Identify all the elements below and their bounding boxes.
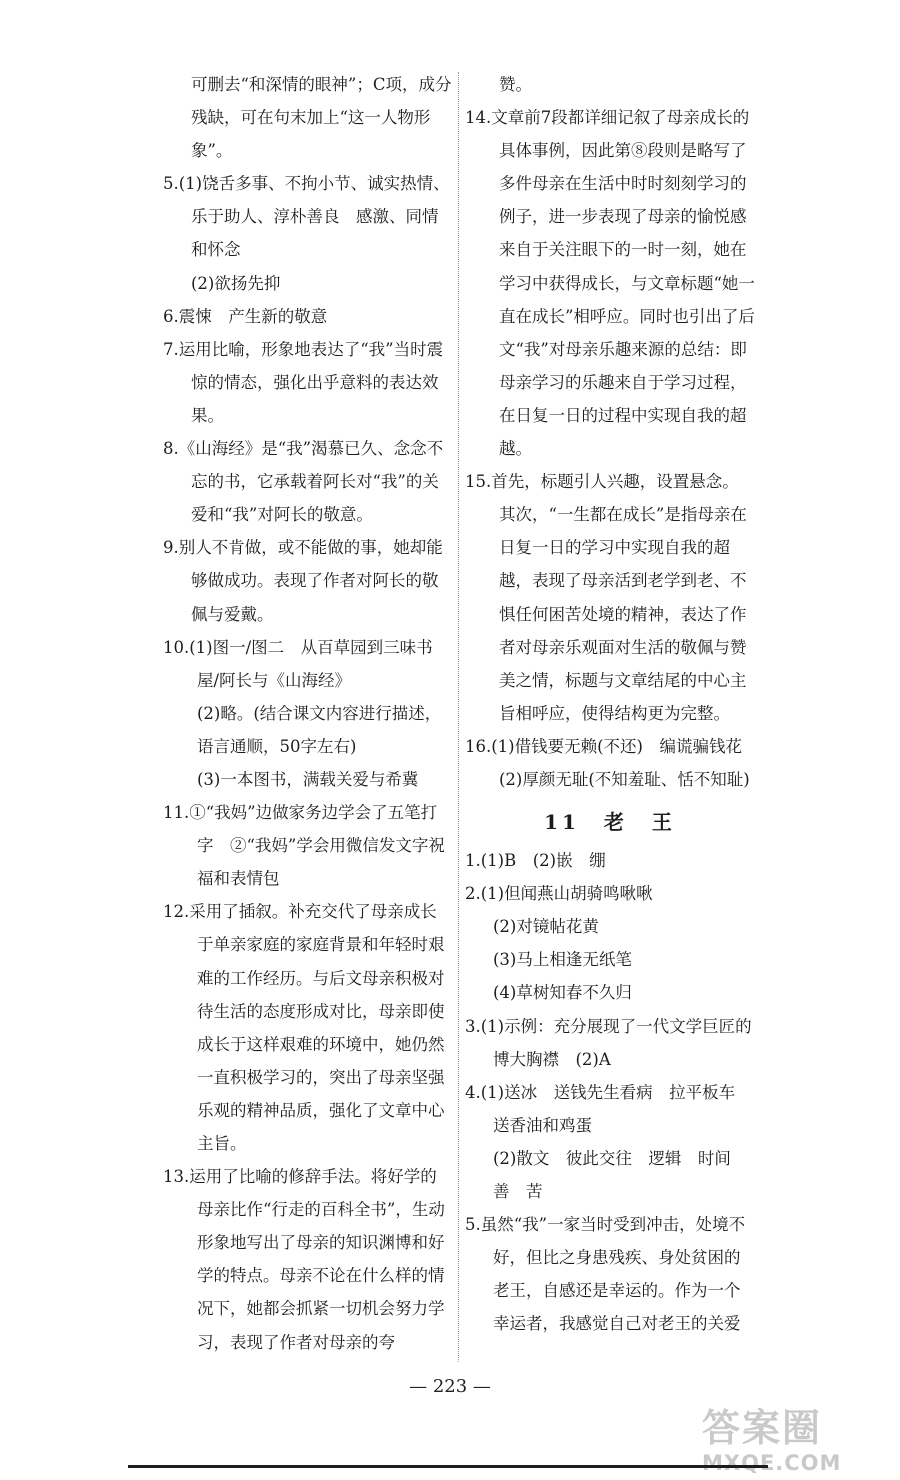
answer-paragraph: 5.虽然“我”一家当时受到冲击，处境不好，但比之身患残疾、身处贫困的老王，自感还是幸运的。作为一个幸运者，我感觉自己对老王的关爱 — [465, 1215, 746, 1334]
answer-paragraph: 15.首先，标题引人兴趣，设置悬念。其次，“一生都在成长”是指母亲在日复一日的学习中实现自我的超越，表现了母亲活到老学到老、不惧任何困苦处境的精神，表达了作者对母亲乐观面对生活的敬佩与赞美之情，标题与文章结尾的中心主旨相呼应，使得结构更为完整。 — [465, 472, 747, 723]
answer-paragraph: 1.(1)B (2)嵌 绷 — [465, 851, 606, 871]
answer-paragraph: 9.别人不肯做，或不能做的事，她却能够做成功。表现了作者对阿长的敬佩与爱戴。 — [163, 538, 443, 624]
answer-paragraph: 14.文章前7段都详细记叙了母亲成长的具体事例，因此第⑧段则是略写了多件母亲在生活中时时刻刻学习的例子，进一步表现了母亲的愉悦感来自于关注眼下的一时一刻，她在学习中获得成长，与文章标题“她一直在成长”相呼应。同时也引出了后文“我”对母亲乐趣来源的总结：即母亲学习的乐趣来自于学习过程，在日复一日的过程中实现自我的超越。 — [465, 108, 755, 459]
bottom-rule — [128, 1465, 768, 1468]
answer-paragraph: 赞。 — [499, 75, 532, 94]
answer-paragraph: 3.(1)示例：充分展现了一代文学巨匠的博大胸襟 (2)A — [465, 1016, 752, 1069]
right-column — [465, 68, 759, 1340]
left-column — [163, 68, 453, 1359]
answer-paragraph: 11.①“我妈”边做家务边学会了五笔打字 ②“我妈”学会用微信发文字祝福和表情包 — [163, 803, 445, 889]
answer-paragraph: 13.运用了比喻的修辞手法。将好学的母亲比作“行走的百科全书”，生动形象地写出了母亲的知识渊博和好学的特点。母亲不论在什么样的情况下，她都会抓紧一切机会努力学习，表现了作者对母亲的夸 — [163, 1167, 445, 1352]
answer-paragraph: 10.(1)图一/图二 从百草园到三味书屋/阿长与《山海经》 — [163, 637, 433, 690]
column-divider — [458, 72, 459, 1362]
answer-paragraph: 8.《山海经》是“我”渴慕已久、念念不忘的书，它承载着阿长对“我”的关爱和“我”对阿长的敬意。 — [163, 439, 444, 525]
section-title: 11 老 王 — [544, 810, 676, 835]
answer-paragraph: 2.(1)但闻燕山胡骑鸣啾啾 — [465, 884, 653, 904]
answer-paragraph: (2)欲扬先抑 — [191, 273, 281, 293]
answer-paragraph: 7.运用比喻，形象地表达了“我”当时震惊的情态，强化出乎意料的表达效果。 — [163, 339, 444, 425]
watermark-url: MXQE.COM — [702, 1451, 842, 1475]
answer-paragraph: 6.震悚 产生新的敬意 — [163, 306, 328, 326]
watermark-brand: 答案圈 — [702, 1406, 823, 1450]
answer-paragraph: (2)对镜帖花黄 — [493, 917, 599, 937]
right-column-answers-bottom — [465, 844, 755, 1340]
answer-paragraph: (3)一本图书，满载关爱与希冀 — [197, 769, 419, 789]
answer-paragraph: (3)马上相逢无纸笔 — [493, 950, 632, 970]
answer-paragraph: (2)略。(结合课文内容进行描述，语言通顺，50字左右) — [197, 703, 442, 756]
answer-paragraph: 12.采用了插叙。补充交代了母亲成长于单亲家庭的家庭背景和年轻时艰难的工作经历。与后文母亲积极对待生活的态度形成对比，母亲即使成长于这样艰难的环境中，她仍然一直积极学习的，突出了母亲坚强乐观的精神品质，强化了文章中心主旨。 — [163, 902, 445, 1153]
answer-paragraph: 可删去“和深情的眼神”；C项，成分残缺，可在句末加上“这一人物形象”。 — [191, 75, 452, 161]
right-column-answers-top — [465, 68, 759, 796]
answer-paragraph: 16.(1)借钱要无赖(不还) 编谎骗钱花 (2)厚颜无耻(不知羞耻、恬不知耻) — [465, 736, 759, 789]
answer-paragraph: (4)草树知春不久归 — [493, 983, 632, 1003]
answer-paragraph: 5.(1)饶舌多事、不拘小节、诚实热情、乐于助人、淳朴善良 感激、同情和怀念 — [163, 174, 450, 260]
answer-paragraph: 4.(1)送冰 送钱先生看病 拉平板车 送香油和鸡蛋 — [465, 1082, 752, 1135]
answer-paragraph: (2)散文 彼此交往 逻辑 时间 善 苦 — [493, 1148, 748, 1201]
page-number: — 223 — — [409, 1376, 491, 1397]
